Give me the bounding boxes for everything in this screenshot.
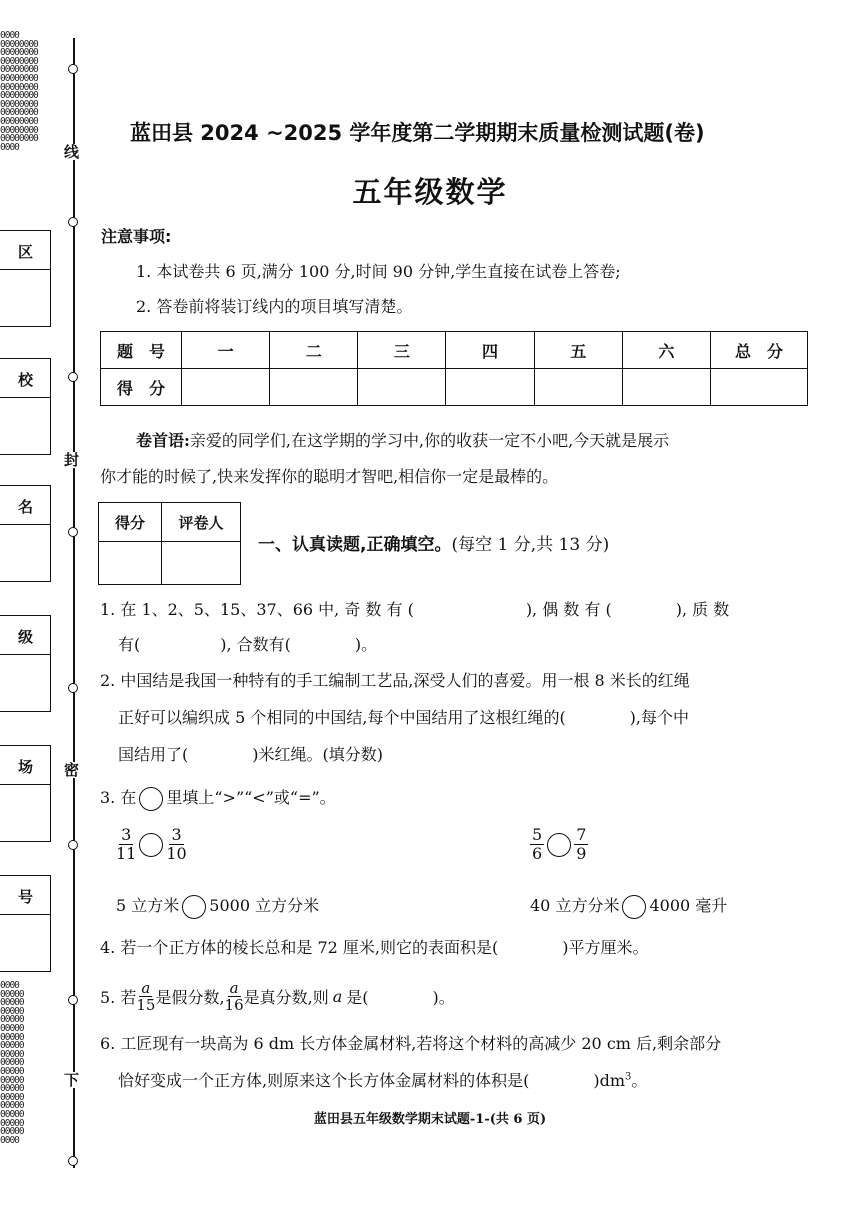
notes-item: 1. 本试卷共 6 页,满分 100 分,时间 90 分钟,学生直接在试卷上答卷; [136,262,621,281]
preface-text: 亲爱的同学们,在这学期的学习中,你的收获一定不小吧,今天就是展示 [189,431,670,450]
question-6: 6. 工匠现有一块高为 6 dm 长方体金属材料,若将这个材料的高减少 20 cm 后,剩余部分 [100,1034,722,1053]
field-label: 号 [18,888,34,906]
question-3-text: 3. 在 [100,788,137,807]
score-input-cell[interactable] [711,369,808,406]
question-6-text: 恰好变成一个正方体,则原来这个长方体金属材料的体积是( )dm [118,1071,625,1090]
question-2-cont: 正好可以编织成 5 个相同的中国结,每个中国结用了这根红绳的( ),每个中 [118,708,690,727]
binding-mark-xia: 下 [64,1071,80,1089]
question-5 [100,980,455,1013]
question-6-cont [118,1068,647,1091]
question-5-text: 是( )。 [346,988,455,1007]
field-exam-room[interactable] [0,745,51,842]
question-5-text: 是假分数, [155,988,225,1007]
grader-name-input[interactable] [162,542,241,585]
section-note: (每空 1 分,共 13 分) [451,535,610,555]
binding-dots-top: 0000 00000000 00000000 00000000 00000000 00000000 00000000 00000000 00000000 00000000 00000000 00000000 00000000 0000 [0,30,38,153]
field-class[interactable] [0,615,51,712]
subject-title: 五年级数学 [352,175,508,209]
question-3 [100,785,336,811]
grader-box [98,502,241,585]
binding-ring [68,527,78,537]
field-label: 场 [18,758,34,776]
score-input-cell[interactable] [446,369,534,406]
fraction: $\frac{a}{15}$ [136,979,156,1014]
binding-mark-mi: 密 [64,761,80,779]
binding-ring [68,840,78,850]
grader-score-input[interactable] [99,542,162,585]
compare-text: 40 立方分米 [530,896,620,915]
grader-score-label: 得分 [99,503,162,542]
binding-ring [68,372,78,382]
field-name[interactable] [0,485,51,582]
binding-mark-xian: 线 [64,143,80,161]
exam-title: 蓝田县 2024 ~2025 学年度第二学期期末质量检测试题(卷) [130,121,705,145]
compare-circle[interactable] [622,895,646,919]
compare-text: 4000 毫升 [649,896,728,915]
score-input-cell[interactable] [622,369,710,406]
score-input-cell[interactable] [534,369,622,406]
preface-label: 卷首语: [136,431,190,450]
compare-fractions-right [530,826,588,863]
binding-ring [68,683,78,693]
field-label: 校 [18,371,34,389]
table-cell: 得 分 [101,369,182,406]
table-row [101,369,808,406]
table-cell: 六 [622,332,710,369]
binding-ring [68,1156,78,1166]
fraction: $\frac{3}{11}$ [116,825,137,863]
fraction: $\frac{5}{6}$ [532,825,543,863]
question-4: 4. 若一个正方体的棱长总和是 72 厘米,则它的表面积是( )平方厘米。 [100,938,649,957]
question-1-cont: 有( ), 合数有( )。 [118,635,378,654]
binding-ring [68,995,78,1005]
score-table [100,331,808,406]
superscript: 3 [625,1071,632,1083]
compare-volumes-left [116,893,319,919]
field-seat-number[interactable] [0,875,51,972]
question-3-text: 里填上“>”“<”或“=”。 [166,788,336,807]
fraction: $\frac{7}{9}$ [576,825,587,863]
binding-ring [68,64,78,74]
preface-line [136,428,669,451]
compare-circle[interactable] [139,833,163,857]
table-cell: 五 [534,332,622,369]
page-footer: 蓝田县五年级数学期末试题-1-(共 6 页) [313,1112,547,1127]
question-2: 2. 中国结是我国一种特有的手工编制工艺品,深受人们的喜爱。用一根 8 米长的红绳 [100,671,690,690]
binding-dots-bottom: 0000 00000 00000 00000 00000 00000 00000 00000 00000 00000 00000 00000 00000 00000 00000 00000 00000 00000 0000 [0,980,24,1146]
field-label: 区 [18,243,34,261]
score-input-cell[interactable] [358,369,446,406]
variable-a: a [332,987,343,1006]
notes-heading: 注意事项: [101,227,172,246]
preface-line: 你才能的时候了,快来发挥你的聪明才智吧,相信你一定是最棒的。 [100,467,559,486]
binding-ring [68,217,78,227]
compare-text: 5000 立方分米 [209,896,320,915]
compare-circle[interactable] [547,833,571,857]
fraction: $\frac{a}{16}$ [224,979,244,1014]
field-label: 名 [18,498,34,516]
question-6-text: 。 [631,1071,648,1090]
question-5-text: 5. 若 [100,988,137,1007]
table-cell: 总 分 [711,332,808,369]
table-cell: 一 [182,332,270,369]
grader-name-label: 评卷人 [162,503,241,542]
compare-text: 5 立方米 [116,896,180,915]
field-label: 级 [18,628,34,646]
notes-item: 2. 答卷前将装订线内的项目填写清楚。 [136,297,413,316]
section-title: 一、认真读题,正确填空。 [258,535,452,555]
score-input-cell[interactable] [270,369,358,406]
table-cell: 三 [358,332,446,369]
compare-circle[interactable] [139,787,163,811]
table-row [101,332,808,369]
fraction: $\frac{3}{10}$ [166,825,187,863]
compare-circle[interactable] [182,895,206,919]
binding-mark-feng: 封 [64,451,80,469]
compare-fractions-left [116,826,187,863]
field-school[interactable] [0,358,51,455]
compare-volumes-right [530,893,727,919]
question-5-text: 是真分数,则 [243,988,329,1007]
score-input-cell[interactable] [182,369,270,406]
question-1: 1. 在 1、2、5、15、37、66 中, 奇 数 有 ( ), 偶 数 有 ( ), 质 数 [100,600,730,619]
table-cell: 四 [446,332,534,369]
table-cell: 题 号 [101,332,182,369]
field-district[interactable] [0,230,51,327]
table-cell: 二 [270,332,358,369]
question-2-cont: 国结用了( )米红绳。(填分数) [118,745,383,764]
section-heading [258,530,609,555]
